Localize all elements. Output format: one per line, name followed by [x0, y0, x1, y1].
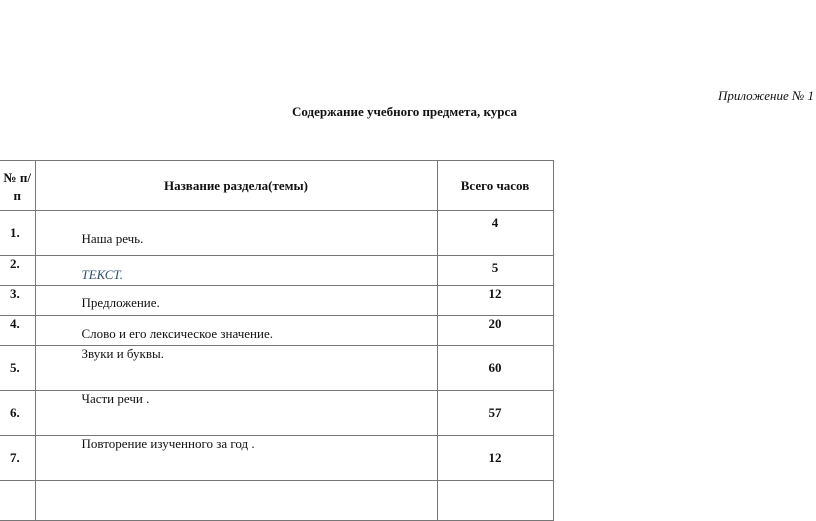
curriculum-table-container: [0, 160, 553, 520]
row-section-name: Слово и его лексическое значение.: [35, 316, 437, 346]
table-header-row: [0, 161, 553, 211]
table-row: [0, 211, 553, 256]
row-section-name: Звуки и буквы.: [35, 346, 437, 391]
row-hours: 5: [437, 256, 553, 286]
table-row: [0, 256, 553, 286]
table-row: [0, 286, 553, 316]
row-section-name: Части речи .: [35, 391, 437, 436]
row-hours: 12: [437, 436, 553, 481]
row-section-name: Повторение изученного за год .: [35, 436, 437, 481]
table-row: [0, 316, 553, 346]
row-number: 7.: [0, 436, 35, 481]
row-number: 1.: [0, 211, 35, 256]
row-number: 4.: [0, 316, 35, 346]
row-number: 5.: [0, 346, 35, 391]
row-section-name: Предложение.: [35, 286, 437, 316]
row-number: 6.: [0, 391, 35, 436]
table-row: [0, 391, 553, 436]
table-row: [0, 436, 553, 481]
curriculum-table: [0, 160, 554, 521]
row-number: 3.: [0, 286, 35, 316]
row-hours: 4: [437, 211, 553, 256]
row-section-name: Наша речь.: [35, 211, 437, 256]
table-row-empty: [0, 481, 553, 521]
header-number: № п/п: [0, 161, 35, 211]
row-hours: 57: [437, 391, 553, 436]
row-section-name: ТЕКСТ.: [35, 256, 437, 286]
empty-cell: [437, 481, 553, 521]
table-row: [0, 346, 553, 391]
header-section-name: Название раздела(темы): [35, 161, 437, 211]
appendix-label: Приложение № 1: [717, 88, 814, 103]
row-hours: 60: [437, 346, 553, 391]
row-hours: 20: [437, 316, 553, 346]
empty-cell: [35, 481, 437, 521]
row-number: 2.: [0, 256, 35, 286]
row-hours: 12: [437, 286, 553, 316]
document-title: Содержание учебного предмета, курса: [292, 104, 517, 119]
empty-cell: [0, 481, 35, 521]
header-total-hours: Всего часов: [437, 161, 553, 211]
